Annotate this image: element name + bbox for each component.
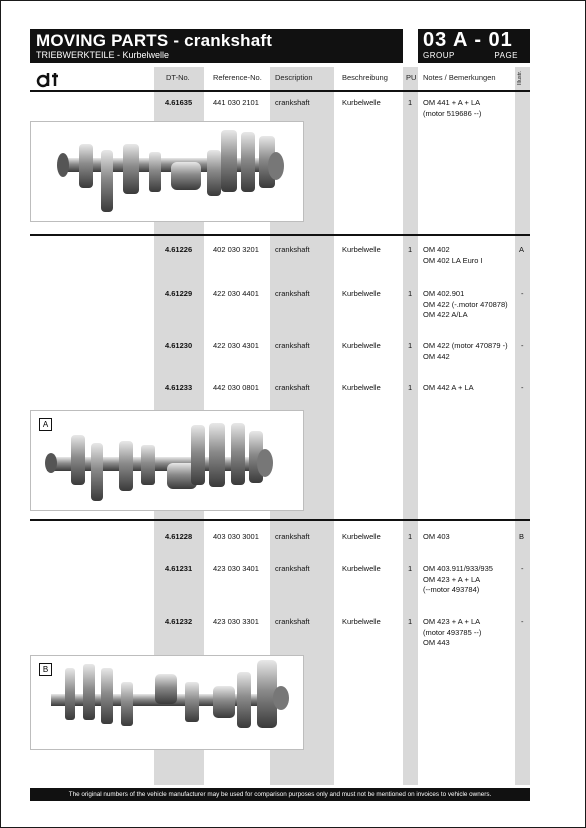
note-line: OM 403.911/933/935 bbox=[423, 564, 493, 573]
notes bbox=[423, 341, 508, 362]
pu-column-shade bbox=[403, 67, 418, 785]
notes bbox=[423, 245, 483, 266]
note-line: OM 422 (-.motor 470878) bbox=[423, 299, 508, 309]
reference-number: 422 030 4401 bbox=[213, 289, 259, 298]
pu-value: 1 bbox=[408, 98, 413, 107]
note-line: OM 422 (motor 470879 -) bbox=[423, 341, 508, 350]
pu-value: 1 bbox=[408, 532, 413, 541]
header-rule bbox=[30, 90, 530, 92]
pu-value: 1 bbox=[408, 383, 413, 392]
notes bbox=[423, 564, 493, 596]
crankshaft-illustration bbox=[31, 656, 303, 749]
beschreibung: Kurbelwelle bbox=[342, 98, 381, 107]
note-line: (motor 493785 --) bbox=[423, 627, 482, 637]
col-header-illustration: Illustr. bbox=[517, 70, 523, 85]
pu-value: 1 bbox=[408, 617, 413, 626]
beschreibung: Kurbelwelle bbox=[342, 564, 381, 573]
description: crankshaft bbox=[275, 98, 310, 107]
illustration-ref: - bbox=[521, 617, 524, 626]
col-header-notes: Notes / Bemerkungen bbox=[423, 73, 496, 82]
dt-number: 4.61232 bbox=[165, 617, 193, 626]
pu-value: 1 bbox=[408, 564, 413, 573]
description: crankshaft bbox=[275, 383, 310, 392]
pu-value: 1 bbox=[408, 341, 413, 350]
col-header-dt-no: DT-No. bbox=[166, 73, 190, 82]
illus-column-shade bbox=[515, 67, 530, 785]
page-subtitle: TRIEBWERKTEILE - Kurbelwelle bbox=[36, 50, 170, 60]
dt-number: 4.61233 bbox=[165, 383, 193, 392]
pu-value: 1 bbox=[408, 289, 413, 298]
dt-number: 4.61226 bbox=[165, 245, 193, 254]
beschreibung: Kurbelwelle bbox=[342, 341, 381, 350]
reference-number: 441 030 2101 bbox=[213, 98, 259, 107]
note-line: OM 402 bbox=[423, 245, 450, 254]
crankshaft-image-b bbox=[30, 655, 304, 750]
title-bar bbox=[30, 29, 403, 63]
note-line: (--motor 493784) bbox=[423, 585, 480, 594]
crankshaft-image-441 bbox=[30, 121, 304, 222]
note-line: OM 402.901 bbox=[423, 289, 465, 298]
notes bbox=[423, 289, 508, 321]
beschreibung: Kurbelwelle bbox=[342, 383, 381, 392]
pu-value: 1 bbox=[408, 245, 413, 254]
reference-number: 423 030 3301 bbox=[213, 617, 259, 626]
illustration-ref: B bbox=[519, 532, 525, 541]
notes bbox=[423, 532, 450, 543]
reference-number: 422 030 4301 bbox=[213, 341, 259, 350]
col-header-reference: Reference-No. bbox=[213, 73, 262, 82]
dt-number: 4.61230 bbox=[165, 341, 193, 350]
beschreibung: Kurbelwelle bbox=[342, 245, 381, 254]
reference-number: 442 030 0801 bbox=[213, 383, 259, 392]
reference-number: 402 030 3201 bbox=[213, 245, 259, 254]
note-line: OM 442 bbox=[423, 351, 450, 361]
crankshaft-image-a bbox=[30, 410, 304, 511]
description: crankshaft bbox=[275, 532, 310, 541]
section-rule bbox=[30, 234, 530, 236]
col-header-description: Description bbox=[275, 73, 313, 82]
illustration-ref: - bbox=[521, 289, 524, 298]
col-header-pu: PU bbox=[406, 73, 417, 82]
footer-disclaimer: The original numbers of the vehicle manufacturer may be used for comparison purposes only and must not be mentioned on invoices to vehicle owners. bbox=[30, 788, 530, 801]
note-line: OM 403 bbox=[423, 532, 450, 541]
section-rule bbox=[30, 519, 530, 521]
note-line: (motor 519686 --) bbox=[423, 108, 482, 118]
page-title: MOVING PARTS - crankshaft bbox=[36, 31, 273, 50]
group-label: GROUP bbox=[423, 51, 455, 60]
note-line: OM 423 + A + LA bbox=[423, 617, 481, 626]
illustration-ref: - bbox=[521, 341, 524, 350]
reference-number: 403 030 3001 bbox=[213, 532, 259, 541]
notes bbox=[423, 617, 481, 649]
description: crankshaft bbox=[275, 617, 310, 626]
reference-number: 423 030 3401 bbox=[213, 564, 259, 573]
note-line: OM 422 A/LA bbox=[423, 310, 468, 319]
note-line: OM 442 A + LA bbox=[423, 383, 474, 392]
description: crankshaft bbox=[275, 341, 310, 350]
illustration-label-a: A bbox=[39, 418, 52, 431]
description: crankshaft bbox=[275, 245, 310, 254]
illustration-label-b: B bbox=[39, 663, 52, 676]
note-line: OM 423 + A + LA bbox=[423, 574, 481, 584]
beschreibung: Kurbelwelle bbox=[342, 532, 381, 541]
group-page-box bbox=[418, 29, 530, 63]
crankshaft-illustration bbox=[31, 411, 303, 510]
dt-logo-icon bbox=[36, 71, 60, 89]
note-line: OM 441 + A + LA bbox=[423, 98, 481, 107]
illustration-ref: - bbox=[521, 383, 524, 392]
group-code: 03 A - 01 bbox=[423, 29, 513, 51]
dt-number: 4.61229 bbox=[165, 289, 193, 298]
notes bbox=[423, 98, 481, 119]
beschreibung: Kurbelwelle bbox=[342, 289, 381, 298]
page-label: PAGE bbox=[494, 51, 518, 60]
dt-number: 4.61228 bbox=[165, 532, 193, 541]
note-line: OM 402 LA Euro I bbox=[423, 255, 483, 265]
notes bbox=[423, 383, 474, 394]
description: crankshaft bbox=[275, 564, 310, 573]
description: crankshaft bbox=[275, 289, 310, 298]
crankshaft-illustration bbox=[31, 122, 303, 221]
note-line: OM 443 bbox=[423, 638, 450, 647]
illustration-ref: A bbox=[519, 245, 525, 254]
beschreibung: Kurbelwelle bbox=[342, 617, 381, 626]
dt-number: 4.61635 bbox=[165, 98, 193, 107]
illustration-ref: - bbox=[521, 564, 524, 573]
dt-number: 4.61231 bbox=[165, 564, 193, 573]
col-header-beschreibung: Beschreibung bbox=[342, 73, 388, 82]
